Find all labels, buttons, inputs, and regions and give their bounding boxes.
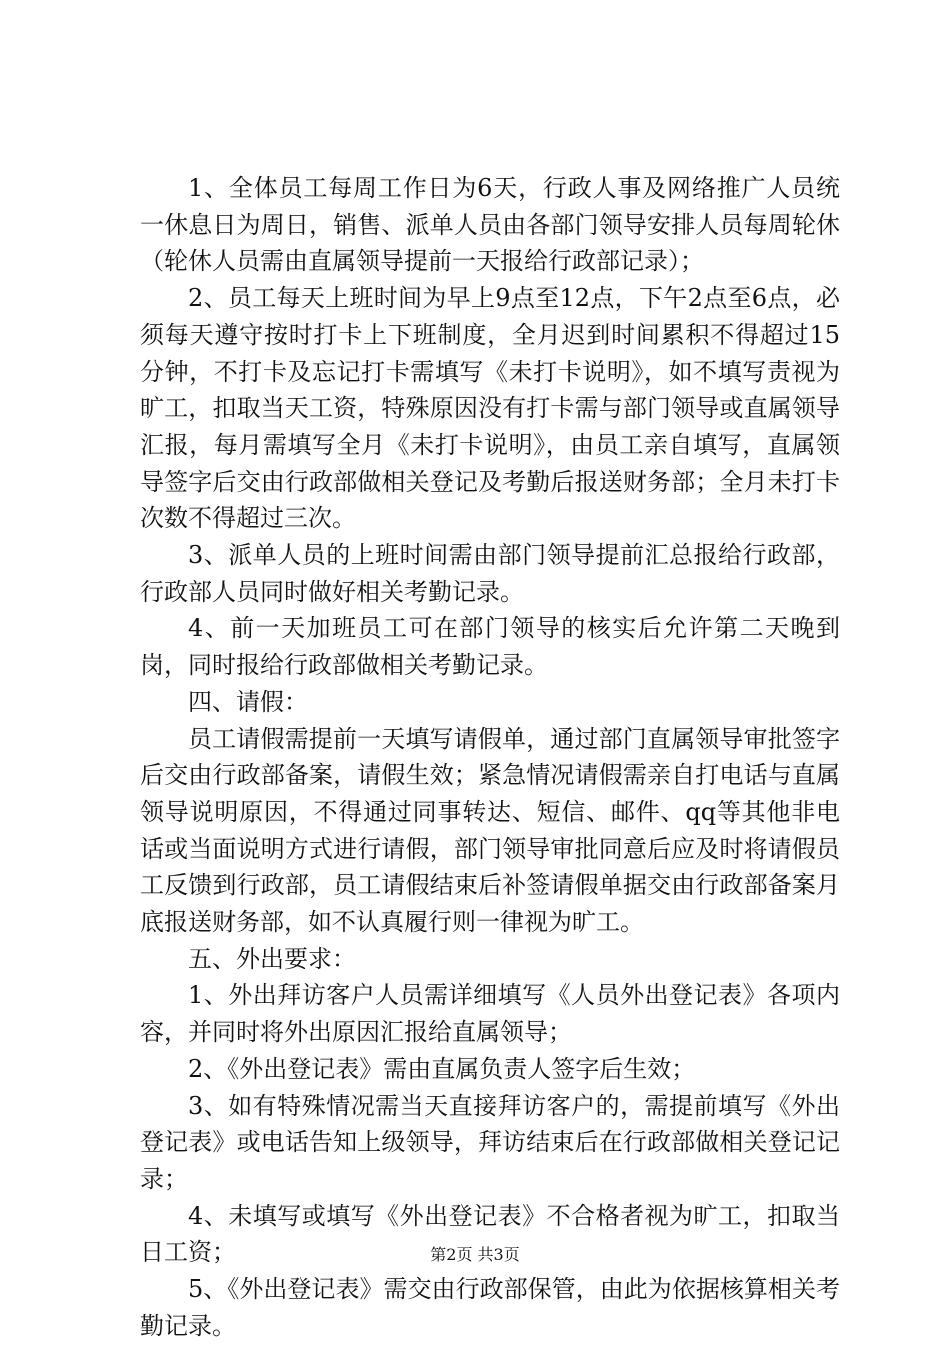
paragraph-work-days: 1、全体员工每周工作日为6天，行政人事及网络推广人员统一休息日为周日，销售、派单人员由各部门领导安排人员每周轮休（轮休人员需由直属领导提前一天报给行政部记录）； [140,174,840,276]
section-heading-leave: 四、请假： [188,687,308,716]
document-body [140,170,840,1345]
page-number-footer: 第2页 共3页 [430,1245,520,1264]
paragraph-outing-4: 4、未填写或填写《外出登记表》不合格者视为旷工，扣取当日工资； [140,1201,840,1267]
paragraph-dispatch-hours: 3、派单人员的上班时间需由部门领导提前汇总报给行政部，行政部人员同时做好相关考勤记录。 [140,541,840,606]
section-heading-outing: 五、外出要求： [188,944,356,973]
paragraph-leave-rules: 员工请假需提前一天填写请假单，通过部门直属领导审批签字后交由行政部备案，请假生效；紧急情况请假需亲自打电话与直属领导说明原因，不得通过同事转达、短信、邮件、qq等其他非电话或当面说明方式进行请假，部门领导审批同意后应及时将请假员工反馈到行政部，员工请假结束后补签请假单据交由行政部备案月底报送财务部，如不认真履行则一律视为旷工。 [140,724,840,937]
paragraph-outing-1: 1、外出拜访客户人员需详细填写《人员外出登记表》各项内容，并同时将外出原因汇报给直属领导； [140,981,840,1047]
paragraph-outing-5: 5、《外出登记表》需交由行政部保管，由此为依据核算相关考勤记录。 [140,1275,840,1340]
paragraph-outing-3: 3、如有特殊情况需当天直接拜访客户的，需提前填写《外出登记表》或电话告知上级领导，拜访结束后在行政部做相关登记记录； [140,1091,840,1193]
paragraph-overtime: 4、前一天加班员工可在部门领导的核实后允许第二天晚到岗，同时报给行政部做相关考勤记录。 [140,614,840,680]
paragraph-outing-2: 2、《外出登记表》需由直属负责人签字后生效； [188,1054,696,1083]
paragraph-work-hours: 2、员工每天上班时间为早上9点至12点，下午2点至6点，必须每天遵守按时打卡上下班制度，全月迟到时间累积不得超过15分钟，不打卡及忘记打卡需填写《未打卡说明》，如不填写责视为旷工，扣取当天工资，特殊原因没有打卡需与部门领导或直属领导汇报，每月需填写全月《未打卡说明》，由员工亲自填写，直属领导签字后交由行政部做相关登记及考勤后报送财务部；全月未打卡次数不得超过三次。 [140,284,840,533]
